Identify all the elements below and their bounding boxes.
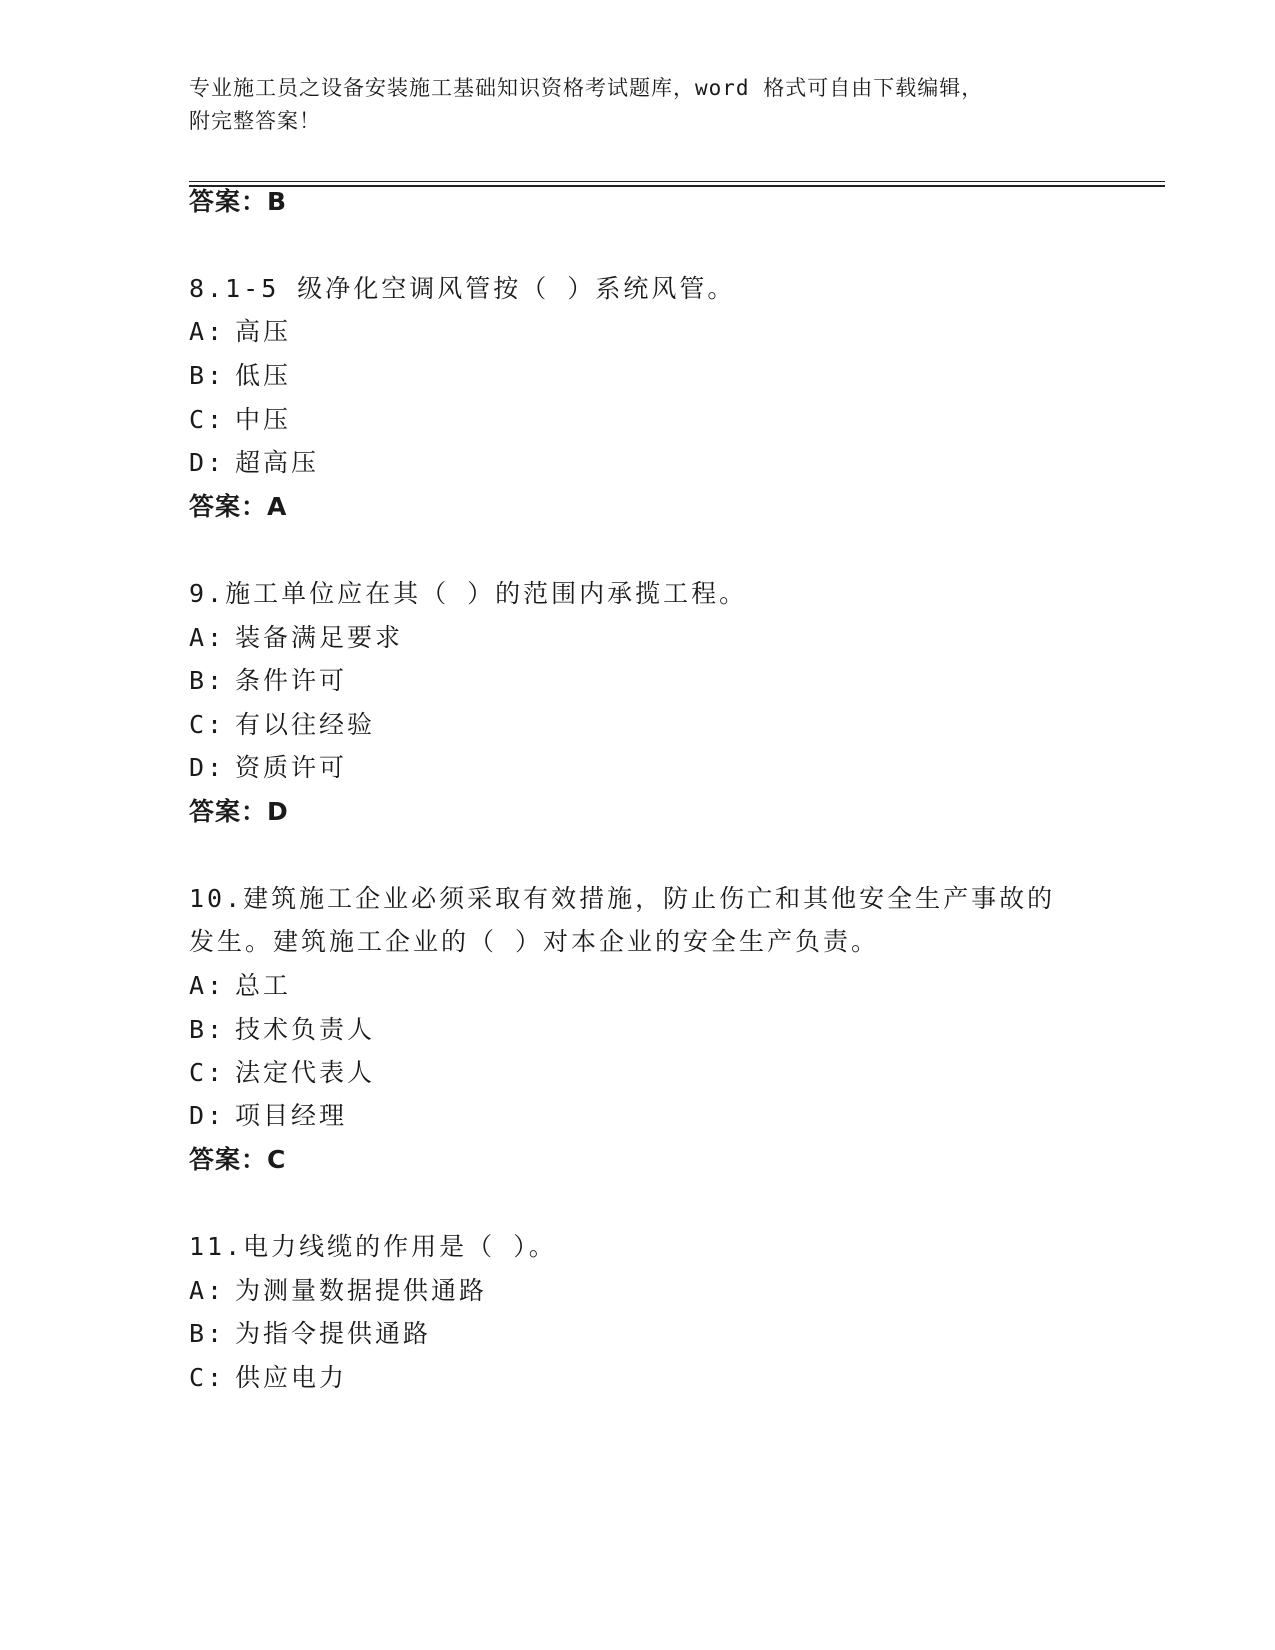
option-letter: A:: [189, 623, 226, 652]
question-9-option-a: [189, 622, 403, 654]
question-10-option-b: [189, 1014, 375, 1046]
option-letter: D:: [189, 448, 226, 477]
option-letter: C:: [189, 1058, 226, 1087]
header-line-1: 专业施工员之设备安装施工基础知识资格考试题库，word 格式可自由下载编辑，: [189, 76, 984, 100]
header-divider-thick: [189, 185, 1165, 187]
option-text: 条件许可: [235, 666, 348, 695]
question-10-option-a: [189, 970, 291, 1002]
option-letter: A:: [189, 1276, 226, 1305]
option-letter: B:: [189, 666, 226, 695]
option-letter: D:: [189, 1101, 226, 1130]
question-9-option-c: [189, 709, 375, 741]
question-9-stem: 9.施工单位应在其（ ）的范围内承揽工程。: [189, 579, 748, 608]
option-letter: A:: [189, 971, 226, 1000]
header-divider-thin: [189, 181, 1165, 182]
option-letter: C:: [189, 710, 226, 739]
option-text: 技术负责人: [235, 1015, 376, 1044]
option-letter: B:: [189, 1319, 226, 1348]
option-text: 装备满足要求: [235, 623, 404, 652]
option-text: 高压: [235, 317, 292, 346]
question-9-option-b: [189, 665, 347, 697]
option-text: 为指令提供通路: [235, 1319, 432, 1348]
option-letter: C:: [189, 1363, 226, 1392]
question-8-stem: 8.1-5 级净化空调风管按（ ）系统风管。: [189, 274, 736, 303]
question-10-option-d: [189, 1100, 347, 1132]
option-text: 中压: [235, 405, 292, 434]
document-header: [189, 72, 1089, 138]
option-text: 供应电力: [235, 1363, 348, 1392]
question-9-option-d: [189, 752, 347, 784]
question-8-option-d: [189, 447, 319, 479]
question-11-option-c: [189, 1362, 347, 1394]
option-text: 总工: [235, 971, 292, 1000]
question-8-option-c: [189, 404, 291, 436]
option-letter: C:: [189, 405, 226, 434]
option-letter: A:: [189, 317, 226, 346]
option-text: 资质许可: [235, 753, 348, 782]
option-text: 有以往经验: [235, 710, 376, 739]
option-text: 为测量数据提供通路: [235, 1276, 488, 1305]
question-10-answer: 答案：C: [189, 1145, 287, 1174]
question-8-option-b: [189, 360, 291, 392]
question-8-option-a: [189, 316, 291, 348]
option-letter: B:: [189, 361, 226, 390]
option-text: 法定代表人: [235, 1058, 376, 1087]
previous-answer: 答案：B: [189, 187, 288, 216]
question-8-answer: 答案：A: [189, 492, 288, 521]
option-letter: B:: [189, 1015, 226, 1044]
question-9-answer: 答案：D: [189, 797, 289, 826]
header-line-2: 附完整答案！: [189, 109, 321, 133]
question-10-option-c: [189, 1057, 375, 1089]
option-text: 项目经理: [235, 1101, 348, 1130]
question-11-option-b: [189, 1318, 431, 1350]
option-text: 低压: [235, 361, 292, 390]
question-11-option-a: [189, 1275, 487, 1307]
question-10-stem-line-2: 发生。建筑施工企业的（ ）对本企业的安全生产负责。: [189, 927, 880, 956]
question-11-stem: 11.电力线缆的作用是（ ）。: [189, 1232, 557, 1261]
option-letter: D:: [189, 753, 226, 782]
question-10-stem-line-1: 10.建筑施工企业必须采取有效措施，防止伤亡和其他安全生产事故的: [189, 884, 1056, 913]
option-text: 超高压: [235, 448, 320, 477]
